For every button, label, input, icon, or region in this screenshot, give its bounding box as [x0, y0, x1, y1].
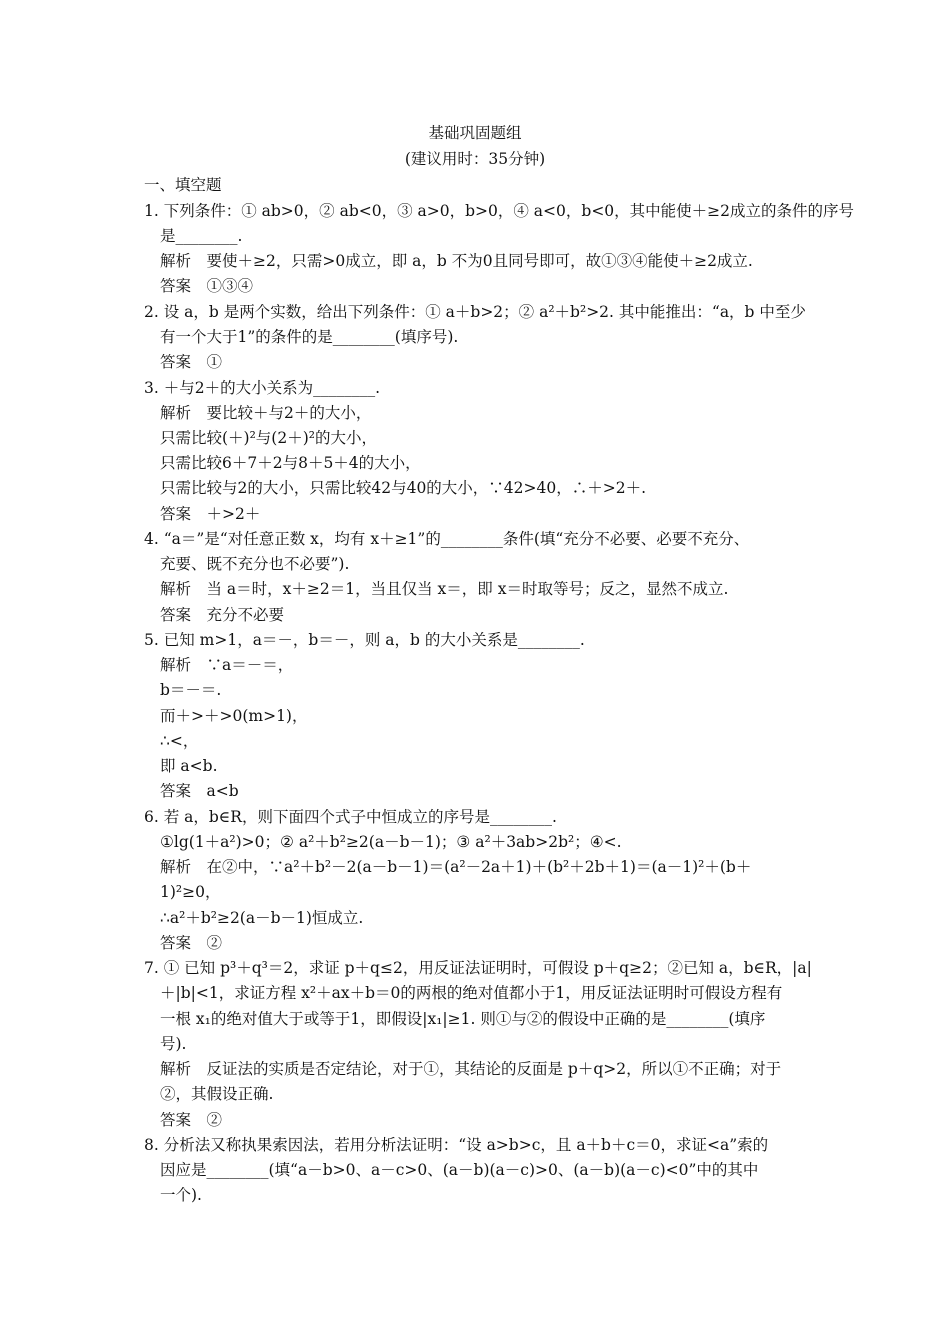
text-line: 答案 ①③④: [160, 277, 254, 295]
text-line: 解析 当 a＝时，x＋≥2＝1，当且仅当 x＝，即 x＝时取等号；反之，显然不成立.: [160, 580, 729, 598]
text-line: 解析 反证法的实质是否定结论，对于①，其结论的反面是 p＋q>2，所以①不正确；对于: [160, 1060, 782, 1078]
text-line: 2. 设 a，b 是两个实数，给出下列条件：① a＋b>2；② a²＋b²>2. 其中能推出：“a，b 中至少: [144, 303, 806, 321]
text-line: 因应是________(填“a－b>0、a－c>0、(a－b)(a－c)>0、(a－b)(a－c)<0”中的其中: [160, 1161, 759, 1179]
text-line: 5. 已知 m>1，a＝－，b＝－，则 a，b 的大小关系是________.: [144, 631, 585, 649]
text-line: 7. ① 已知 p³＋q³＝2，求证 p＋q≤2，用反证法证明时，可假设 p＋q≥2；②已知 a，b∈R，|a|: [144, 959, 812, 977]
text-line: 答案 ②: [160, 934, 223, 952]
text-line: 充要、既不充分也不必要”).: [160, 555, 350, 573]
text-line: 只需比较6＋7＋2与8＋5＋4的大小，: [160, 454, 421, 472]
text-line: 3. ＋与2＋的大小关系为________.: [144, 379, 381, 397]
text-line: ＋|b|<1，求证方程 x²＋ax＋b＝0的两根的绝对值都小于1，用反证法证明时可假设方程有: [160, 984, 783, 1002]
text-line: ②，其假设正确.: [160, 1085, 274, 1103]
page-title: 基础巩固题组: [428, 124, 522, 142]
text-line: 解析 ∵a＝－＝，: [160, 656, 294, 674]
text-line: 解析 要使＋≥2，只需>0成立，即 a，b 不为0且同号即可，故①③④能使＋≥2成立.: [160, 252, 753, 270]
text-line: 解析 要比较＋与2＋的大小，: [160, 404, 372, 422]
text-line: 只需比较与2的大小，只需比较42与40的大小，∵42>40，∴＋>2＋.: [160, 479, 647, 497]
text-line: 是________.: [160, 227, 243, 245]
text-line: 8. 分析法又称执果索因法，若用分析法证明：“设 a>b>c，且 a＋b＋c＝0，求证<a”索的: [144, 1136, 769, 1154]
text-line: 1. 下列条件：① ab>0，② ab<0，③ a>0，b>0，④ a<0，b<0，其中能使＋≥2成立的条件的序号: [144, 202, 855, 220]
text-line: 即 a<b.: [160, 757, 218, 775]
text-line: 一个).: [160, 1186, 202, 1204]
text-line: 解析 在②中，∵a²＋b²－2(a－b－1)＝(a²－2a＋1)＋(b²＋2b＋1)＝(a－1)²＋(b＋: [160, 858, 752, 876]
text-line: 只需比较(＋)²与(2＋)²的大小，: [160, 429, 377, 447]
text-line: 6. 若 a，b∈R，则下面四个式子中恒成立的序号是________.: [144, 808, 557, 826]
text-line: 4. “a＝”是“对任意正数 x，均有 x＋≥1”的________条件(填“充分不必要、必要不充分、: [144, 530, 750, 548]
text-line: ∴<，: [160, 732, 199, 750]
text-line: 有一个大于1”的条件的是________(填序号).: [160, 328, 459, 346]
text-line: 1)²≥0，: [160, 883, 221, 901]
page-subtitle: (建议用时：35分钟): [404, 150, 546, 168]
text-line: 答案 ②: [160, 1111, 223, 1129]
text-line: 答案 充分不必要: [160, 606, 285, 624]
text-line: ∴a²＋b²≥2(a－b－1)恒成立.: [160, 909, 364, 927]
text-line: 号).: [160, 1035, 187, 1053]
text-line: 一根 x₁的绝对值大于或等于1，即假设|x₁|≥1. 则①与②的假设中正确的是________(填序: [160, 1010, 766, 1028]
text-line: 答案 ＋>2＋: [160, 505, 261, 523]
text-line: b＝－＝.: [160, 681, 222, 699]
text-line: 答案 ①: [160, 353, 223, 371]
text-line: 答案 a<b: [160, 782, 239, 800]
section-heading: 一、填空题: [144, 176, 222, 194]
text-line: ①lg(1＋a²)>0；② a²＋b²≥2(a－b－1)；③ a²＋3ab>2b²；④<.: [160, 833, 622, 851]
text-line: 而＋>＋>0(m>1)，: [160, 707, 308, 725]
